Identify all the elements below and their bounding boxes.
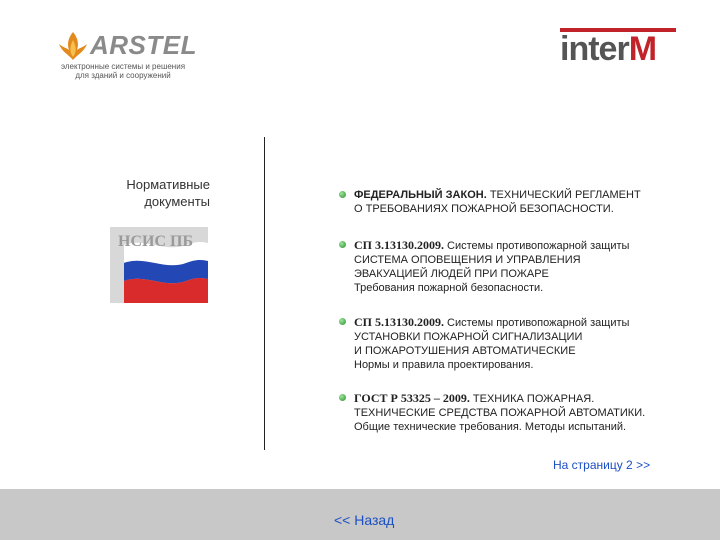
document-heading [340, 238, 680, 253]
document-line: УСТАНОВКИ ПОЖАРНОЙ СИГНАЛИЗАЦИИ [354, 331, 583, 343]
arstel-name: ARSTEL [90, 30, 197, 60]
document-item [340, 315, 680, 372]
bullet-icon [339, 241, 346, 248]
interm-name [560, 30, 656, 69]
document-title-rest: Системы противопожарной защиты [444, 240, 630, 252]
bullet-icon [339, 191, 346, 198]
document-line: О ТРЕБОВАНИЯХ ПОЖАРНОЙ БЕЗОПАСНОСТИ. [354, 203, 614, 215]
document-heading [340, 391, 680, 406]
document-heading [340, 188, 680, 202]
document-code: СП 5.13130.2009. [354, 315, 444, 329]
nsis-pb-flag-logo [110, 227, 208, 303]
interm-suffix: M [628, 30, 657, 68]
document-code: СП 3.13130.2009. [354, 238, 444, 252]
document-line: ТЕХНИЧЕСКИЕ СРЕДСТВА ПОЖАРНОЙ АВТОМАТИКИ. [354, 407, 646, 419]
sidebar-title-line2: документы [144, 194, 210, 209]
sidebar-title-line1: Нормативные [126, 177, 210, 192]
document-code: ГОСТ Р 53325 – 2009. [354, 391, 470, 405]
document-title-rest: ТЕХНИКА ПОЖАРНАЯ. [469, 393, 595, 405]
document-line: СИСТЕМА ОПОВЕЩЕНИЯ И УПРАВЛЕНИЯ [354, 254, 581, 266]
arstel-tagline: электронные системы и решения для зданий и сооружений [60, 62, 186, 80]
document-item [340, 391, 680, 434]
nsis-pb-label: НСИС ПБ [118, 233, 194, 250]
bullet-icon [339, 318, 346, 325]
flame-icon [58, 32, 88, 60]
document-item [340, 188, 680, 216]
document-title-rest: ТЕХНИЧЕСКИЙ РЕГЛАМЕНТ [486, 189, 641, 201]
vertical-divider [264, 137, 265, 450]
back-link[interactable]: << Назад [334, 512, 395, 528]
interm-logo [560, 28, 676, 68]
document-title-rest: Системы противопожарной защиты [444, 317, 630, 329]
next-page-link[interactable]: На страницу 2 >> [553, 458, 651, 472]
document-title-bold: ФЕДЕРАЛЬНЫЙ ЗАКОН. [354, 189, 487, 201]
document-line: Общие технические требования. Методы испытаний. [354, 421, 627, 433]
bullet-icon [339, 394, 346, 401]
interm-name-text: inter [560, 30, 629, 68]
document-line: Нормы и правила проектирования. [354, 359, 534, 371]
arstel-logo [58, 28, 208, 88]
document-line: Требования пожарной безопасности. [354, 282, 544, 294]
document-line: И ПОЖАРОТУШЕНИЯ АВТОМАТИЧЕСКИЕ [354, 345, 576, 357]
document-heading [340, 315, 680, 330]
document-item [340, 238, 680, 295]
sidebar-title [96, 176, 210, 210]
document-line: ЭВАКУАЦИЕЙ ЛЮДЕЙ ПРИ ПОЖАРЕ [354, 268, 549, 280]
